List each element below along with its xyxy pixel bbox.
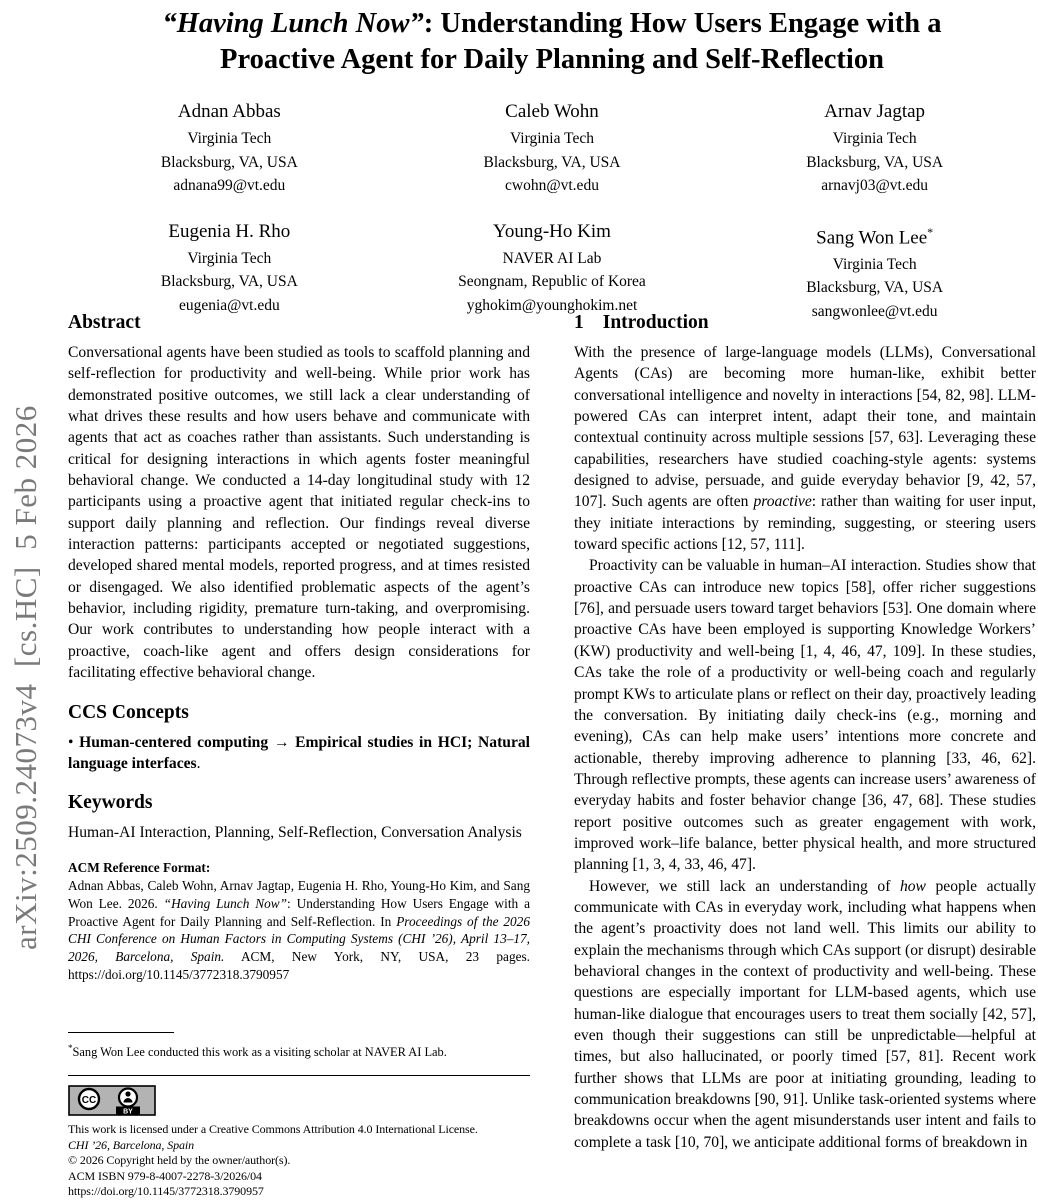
keywords-text: Human-AI Interaction, Planning, Self-Reflection, Conversation Analysis [68,824,522,842]
ccs-heading: CCS Concepts [68,701,189,723]
introduction-paragraph-2: Proactivity can be valuable in human–AI interaction. Studies show that proactive CAs can introduce new topics [58], offer richer suggestions [76], and persuade users toward target behaviors [53]. One domain where proactive CAs have been employed is supporting Knowledge Workers’ (KW) productivity and well-being [1, 4, 46, 47, 109]. In these studies, CAs take the role of a productivity or well-being coach and regularly prompt KWs to articulate plans or reflect on their day, proactively leading the conversation. By initiating daily check-ins (e.g., morning and evening), CAs can help make users’ intentions more concrete and actionable, thereby improving adherence to planning [33, 46, 62]. Through reflective prompts, these agents can increase users’ awareness of everyday habits and foster behavior change [36, 47, 68]. These studies report positive outcomes such as greater engagement with work, improved work–life balance, better physical health, and more structured planning [1, 3, 4, 33, 46, 47]. [574,557,1036,874]
cc-logo-icon [79,1089,99,1109]
svg-text:CC: CC [81,1095,97,1107]
footnote-rule [68,1032,174,1033]
two-column-body [68,310,1036,1200]
author-grid [68,100,1036,323]
author-email: eugenia@vt.edu [178,296,280,314]
abstract-heading: Abstract [68,312,141,333]
introduction-paragraph-3: However, we still lack an understanding of how people actually communicate with CAs in everyday work, including what happens when the agent’s proactivity does not land well. This limits our ability to explain the mechanisms through which CAs support (or disrupt) desirable behavioral changes in the context of productivity and well-being. These questions are especially important for LLM-based agents, which use human-like dialogue that encourages users to treat them socially [42, 57], even though their suggestions can still be unpredictable—helpful at times, but also hallucinated, or poorly timed [57, 81]. Recent work further shows that LLMs are poor at initiating grounding, leading to communication breakdowns [90, 91]. Unlike task-oriented systems where breakdowns occur when the agent misunderstands user intent and fails to complete a task [10, 70], we anticipate additional forms of breakdown in [574,877,1036,1151]
introduction-paragraph-1: With the presence of large-language models (LLMs), Conversational Agents (CAs) are becoming more human-like, exhibit better conversational intelligence and novelty in interactions [54, 82, 98]. LLM-powered CAs can interpret intent, adapt their tone, and maintain contextual continuity across multiple sessions [57, 63]. Leveraging these capabilities, researchers have studied coaching-style agents: systems designed to advise, persuade, and guide everyday behavior [9, 42, 57, 107]. Such agents are often proactive: rather than waiting for user input, they initiate interactions by reminding, suggesting, or steering users toward specific actions [12, 57, 111]. [574,344,1036,554]
author-name: Eugenia H. Rho [168,220,291,242]
title-line-2: Proactive Agent for Daily Planning and Self-Reflection [220,44,884,75]
license-isbn: ACM ISBN 979-8-4007-2278-3/2026/04 [68,1168,262,1183]
by-person-icon [119,1089,137,1107]
author-email: cwohn@vt.edu [505,177,599,194]
footnote-marker: * [927,224,934,239]
author-location: Blacksburg, VA, USA [160,273,298,290]
author-affiliation: Virginia Tech [510,130,594,147]
left-column [68,310,530,1200]
author-email: yghokim@younghokim.net [466,296,638,314]
acm-reference-text: Adnan Abbas, Caleb Wohn, Arnav Jagtap, Eugenia H. Rho, Young-Ho Kim, and Sang Won Lee. 2026. “Having Lunch Now”: Understanding How Users Engage with a Proactive Agent for Daily Planning and Self-Reflection. In Proceedings of the 2026 CHI Conference on Human Factors in Computing Systems (CHI ’26), April 13–17, 2026, Barcelona, Spain. ACM, New York, NY, USA, 23 pages. https://doi.org/10.1145/3772318.3790957 [68,878,530,982]
author-name: Sang Won Lee* [816,224,934,248]
paper-title [68,6,1036,78]
title-line-1: “Having Lunch Now”: Understanding How Users Engage with a [162,8,942,39]
license-doi-link[interactable]: https://doi.org/10.1145/3772318.3790957 [68,1184,264,1199]
author-email: sangwonlee@vt.edu [811,302,938,320]
author-location: Blacksburg, VA, USA [160,153,298,171]
author-block [713,220,1036,324]
paper-header [68,6,1036,323]
author-location: Blacksburg, VA, USA [483,153,621,171]
author-block [391,100,714,198]
author-block [68,220,391,324]
author-affiliation: Virginia Tech [187,249,272,267]
by-label: BY [123,1108,133,1116]
author-email: arnavj03@vt.edu [821,177,929,194]
abstract-text: Conversational agents have been studied as tools to scaffold planning and self-reflection for productivity and well-being. While prior work has demonstrated positive outcomes, we still lack a clear understanding of what drives these results and how users behave and communicate with agents that act as coaches rather than assistants. Such understanding is critical for designing interactions in which agents foster meaningful behavioral change. We conducted a 14-day longitudinal study with 12 participants using a proactive agent that initiated regular check-ins to support daily planning and reflection. Our findings reveal diverse interaction patterns: participants accepted or negotiated suggestions, developed shared mental models, reported progress, and at times resisted or disengaged. We also identified problematic aspects of the agent’s behavior, including rigidity, premature turn-taking, and overpromising. Our work contributes to understanding how people interact with a proactive, coach-like agent and offers design considerations for facilitating effective behavioral change. [68,344,530,682]
author-name: Young-Ho Kim [493,220,611,242]
author-location: Blacksburg, VA, USA [806,279,944,297]
right-column [574,310,1036,1200]
author-location: Seongnam, Republic of Korea [458,273,646,290]
license-copyright: © 2026 Copyright held by the owner/author(s). [68,1153,291,1168]
author-name: Adnan Abbas [177,101,281,122]
footer-block [68,1032,530,1200]
license-venue: CHI ’26, Barcelona, Spain [68,1137,195,1152]
author-affiliation: Virginia Tech [187,130,272,147]
author-affiliation: Virginia Tech [832,130,917,147]
title-quoted-phrase: “Having Lunch Now” [162,8,424,39]
cc-by-badge [68,1085,156,1116]
author-affiliation: Virginia Tech [832,255,917,273]
author-name: Caleb Wohn [505,101,599,122]
acm-reference-block [68,859,530,984]
ccs-text: • Human-centered computing → Empirical studies in HCI; Natural language interfaces. [68,733,531,772]
keywords-heading: Keywords [68,792,153,814]
author-name: Arnav Jagtap [824,101,926,122]
footnote-marker: * [68,1042,73,1053]
author-location: Blacksburg, VA, USA [806,153,944,171]
author-block [713,100,1036,198]
author-email: adnana99@vt.edu [173,177,286,194]
license-statement: This work is licensed under a Creative Commons Attribution 4.0 International License. [68,1122,478,1137]
author-block [68,100,391,198]
license-divider [68,1075,530,1076]
arxiv-watermark: arXiv:2509.24073v4 [cs.HC] 5 Feb 2026 [8,405,43,950]
footnote-text: *Sang Won Lee conducted this work as a visiting scholar at NAVER AI Lab. [68,1042,447,1060]
author-affiliation: NAVER AI Lab [502,249,602,267]
section-number: 1 [574,312,584,333]
author-block [391,220,714,324]
acm-reference-heading: ACM Reference Format: [68,859,211,875]
introduction-heading: 1 Introduction [574,312,709,333]
